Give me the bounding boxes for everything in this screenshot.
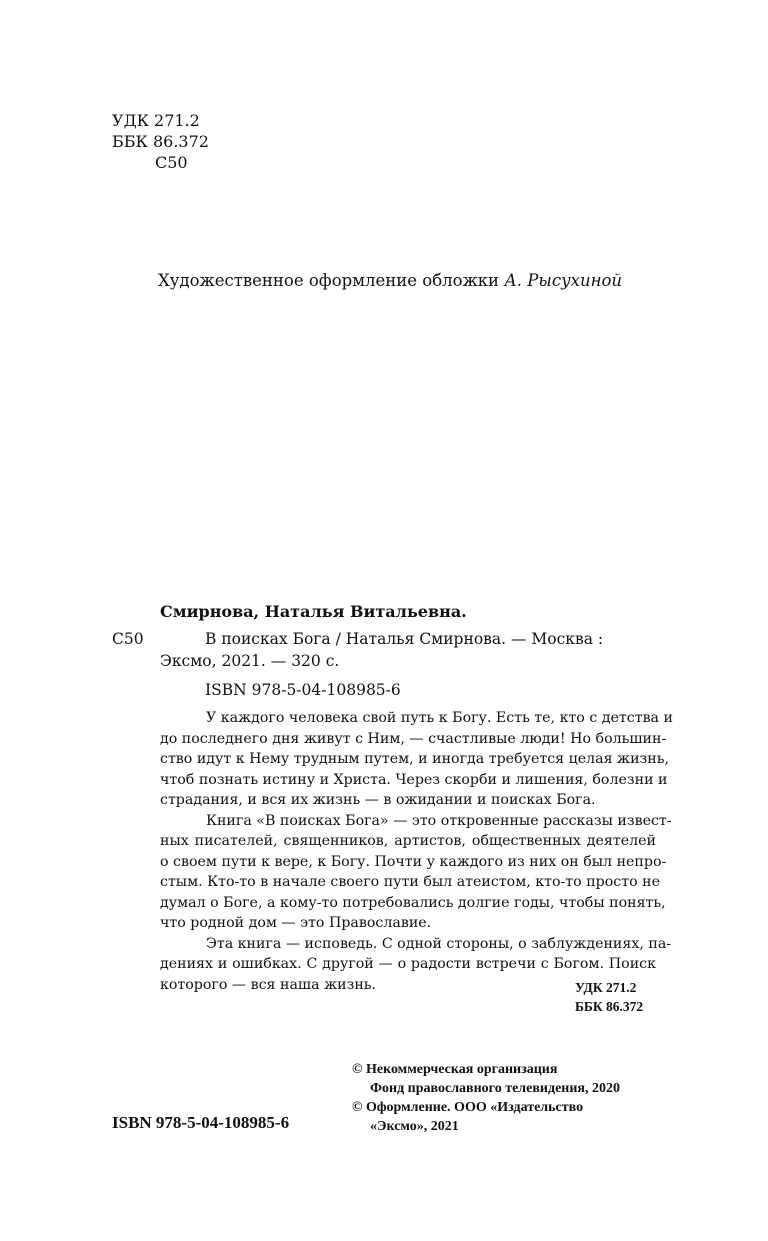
annotation-line: думал о Боге, а кому-то потребовались долгие годы, чтобы понять, (160, 894, 666, 911)
annotation-line: дениях и ошибках. С другой — о радости встречи с Богом. Поиск (160, 956, 656, 972)
annotation-line: У каждого человека свой путь к Богу. Есть те, кто с детства и (206, 710, 673, 726)
copyright-line1: © Некоммерческая организация (352, 1062, 558, 1077)
copyright-line2: Фонд православного телевидения, 2020 (370, 1081, 620, 1096)
annotation-line: страдания, и вся их жизнь — в ожидании и поисках Бога. (160, 792, 596, 808)
copyright-line3: © Оформление. ООО «Издательство (352, 1100, 584, 1115)
header-udk: УДК 271.2 (112, 111, 200, 130)
annotation-line: до последнего дня живут с Ним, — счастливые люди! Но большин- (160, 730, 667, 747)
annotation-line: о своем пути к вере, к Богу. Почти у каждого из них он был непро- (160, 853, 667, 870)
copyright-line4: «Эксмо», 2021 (370, 1119, 459, 1134)
classification-udk: УДК 271.2 (575, 980, 637, 995)
catalog-description-line1: В поисках Бога / Наталья Смирнова. — Москва : (205, 630, 604, 648)
annotation-line: которого — вся наша жизнь. (160, 976, 377, 993)
catalog-description-line2: Эксмо, 2021. — 320 с. (160, 652, 340, 670)
catalog-isbn: ISBN 978-5-04-108985-6 (205, 681, 401, 699)
annotation-line: что родной дом — это Православие. (160, 915, 432, 931)
annotation-line: ных писателей, священников, артистов, общественных деятелей (160, 833, 656, 849)
annotation-line: Эта книга — исповедь. С одной стороны, о заблуждениях, па- (206, 935, 672, 952)
annotation-line: ство идут к Нему трудным путем, и иногда требуется целая жизнь, (160, 751, 669, 767)
catalog-author: Смирнова, Наталья Витальевна. (160, 602, 467, 621)
catalog-code: С50 (112, 630, 144, 648)
annotation (160, 708, 673, 995)
bottom-isbn: ISBN 978-5-04-108985-6 (112, 1113, 290, 1132)
design-credit-name: А. Рысухиной (504, 271, 623, 290)
classification-bbk: ББК 86.372 (575, 999, 644, 1014)
design-credit-prefix: Художественное оформление обложки (158, 271, 505, 290)
design-credit (158, 271, 622, 290)
annotation-line: Книга «В поисках Бога» — это откровенные рассказы извест- (206, 812, 672, 829)
header-author-code: С50 (155, 153, 188, 172)
annotation-line: стым. Кто-то в начале своего пути был атеистом, кто-то просто не (160, 874, 660, 890)
annotation-line: чтоб познать истину и Христа. Через скорби и лишения, болезни и (160, 771, 668, 788)
header-bbk: ББК 86.372 (112, 132, 209, 151)
